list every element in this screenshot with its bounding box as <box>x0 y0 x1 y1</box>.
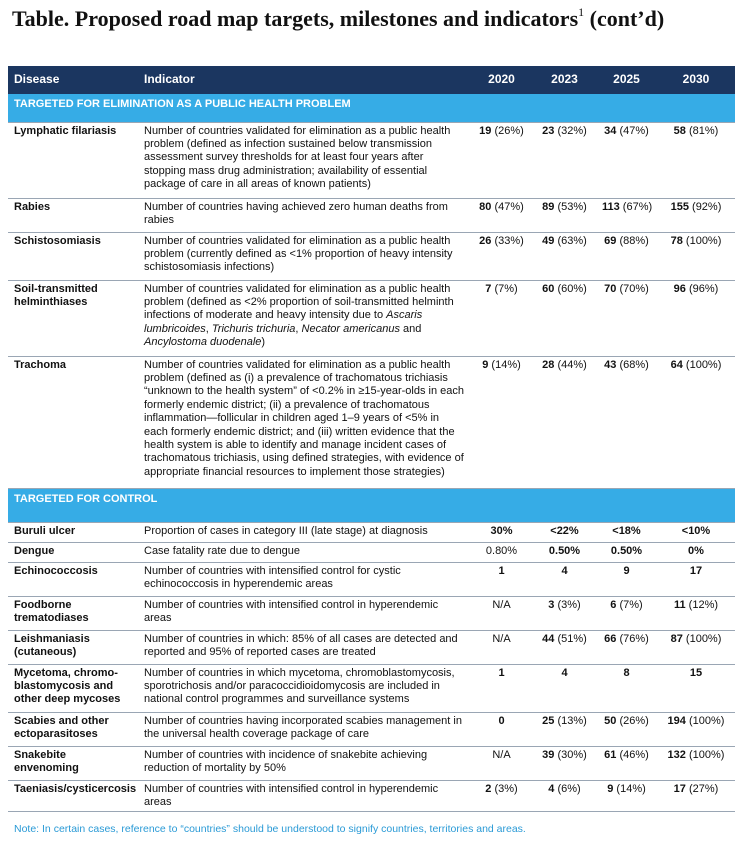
value-percent: (92%) <box>688 200 722 213</box>
value-count: 80 <box>479 200 492 213</box>
value-count: 89 <box>542 200 555 213</box>
road-map-table <box>8 66 735 812</box>
indicator-cell: Number of countries with incidence of snakebite achieving reduction of mortality by 50% <box>138 746 470 780</box>
value-cell <box>470 356 533 488</box>
table-row <box>8 630 735 664</box>
value-cell <box>470 746 533 780</box>
value-count: 4 <box>548 782 555 795</box>
value-count: 70 <box>604 282 617 295</box>
value-count: 17 <box>689 564 703 577</box>
value-count: <22% <box>550 524 579 537</box>
indicator-cell: Number of countries having achieved zero human deaths from rabies <box>138 198 470 232</box>
disease-cell: Buruli ulcer <box>8 522 138 542</box>
value-percent: (13%) <box>554 714 587 727</box>
table-row <box>8 280 735 356</box>
value-percent: N/A <box>492 632 511 645</box>
indicator-cell: Proportion of cases in category III (late stage) at diagnosis <box>138 522 470 542</box>
disease-cell: Schistosomiasis <box>8 232 138 280</box>
indicator-cell: Number of countries with intensified control in hyperendemic areas <box>138 780 470 812</box>
indicator-cell: Number of countries validated for elimination as a public health problem (defined as <2% proportion of soil-transmitted helminth infections of moderate and heavy intensity due to Ascaris lumbricoides, Trichuris trichuria, Necator americanus and Ancylostoma duodenale) <box>138 280 470 356</box>
value-percent: (30%) <box>554 748 587 761</box>
value-count: 0 <box>498 714 505 727</box>
disease-cell: Scabies and other ectoparasitoses <box>8 712 138 746</box>
section-row <box>8 94 735 122</box>
value-percent: (33%) <box>491 234 524 247</box>
value-cell <box>533 122 596 198</box>
value-percent: (88%) <box>616 234 649 247</box>
header-2025: 2025 <box>596 66 657 94</box>
value-cell <box>596 232 657 280</box>
disease-cell: Foodborne trematodiases <box>8 596 138 630</box>
value-cell <box>470 712 533 746</box>
value-cell <box>533 542 596 562</box>
value-count: 78 <box>670 234 683 247</box>
value-cell <box>596 780 657 812</box>
value-cell <box>470 780 533 812</box>
indicator-cell: Case fatality rate due to dengue <box>138 542 470 562</box>
value-cell <box>657 542 735 562</box>
value-cell <box>470 198 533 232</box>
value-cell <box>533 562 596 596</box>
value-percent: (51%) <box>554 632 587 645</box>
value-cell <box>657 712 735 746</box>
value-count: 43 <box>604 358 617 371</box>
value-cell <box>596 664 657 712</box>
value-count: 113 <box>602 200 620 213</box>
table-row <box>8 664 735 712</box>
disease-cell: Mycetoma, chromo-blastomycosis and other deep mycoses <box>8 664 138 712</box>
value-count: 15 <box>689 666 703 679</box>
value-count: <10% <box>681 524 711 537</box>
value-cell <box>533 746 596 780</box>
header-disease: Disease <box>8 66 138 94</box>
value-count: 6 <box>610 598 617 611</box>
value-count: 4 <box>561 564 568 577</box>
header-2020: 2020 <box>470 66 533 94</box>
value-percent: (7%) <box>491 282 518 295</box>
header-indicator: Indicator <box>138 66 470 94</box>
value-cell <box>596 746 657 780</box>
value-count: 44 <box>542 632 555 645</box>
value-cell <box>533 356 596 488</box>
value-cell <box>470 280 533 356</box>
table-row <box>8 522 735 542</box>
value-percent: (27%) <box>685 782 719 795</box>
value-percent: (67%) <box>619 200 653 213</box>
value-count: 194 <box>667 714 686 727</box>
value-percent: (44%) <box>554 358 587 371</box>
value-percent: (100%) <box>685 748 725 761</box>
value-count: 19 <box>479 124 492 137</box>
value-cell <box>533 198 596 232</box>
value-cell <box>596 596 657 630</box>
value-count: 28 <box>542 358 555 371</box>
section-row <box>8 488 735 522</box>
value-count: 69 <box>604 234 617 247</box>
disease-cell: Leishmaniasis (cutaneous) <box>8 630 138 664</box>
value-cell <box>596 712 657 746</box>
value-count: 17 <box>673 782 686 795</box>
value-cell <box>596 280 657 356</box>
value-percent: (81%) <box>685 124 719 137</box>
value-percent: (63%) <box>554 234 587 247</box>
value-cell <box>657 780 735 812</box>
indicator-cell: Number of countries validated for elimination as a public health problem (defined as (i) a prevalence of trachomatous trichiasis “unknown to the health system” of <0.2% in ≥15-year-olds in each formerly endemic district; (ii) a prevalence of trachomatous inflammation—follicular in children aged 1–9 years of <5% in each formerly endemic district; and (iii) written evidence that the health system is able to identify and manage incident cases of trachomatous trichiasis, using defined strategies, with evidence of appropriate financial resources to implement those strategies) <box>138 356 470 488</box>
table-row <box>8 596 735 630</box>
value-count: 96 <box>673 282 686 295</box>
table-row <box>8 356 735 488</box>
value-percent: (60%) <box>554 282 587 295</box>
table-row <box>8 122 735 198</box>
value-count: 11 <box>673 598 686 611</box>
value-count: 61 <box>604 748 617 761</box>
indicator-cell: Number of countries with intensified control in hyperendemic areas <box>138 596 470 630</box>
value-cell <box>533 780 596 812</box>
value-percent: (100%) <box>685 714 725 727</box>
section-label: TARGETED FOR CONTROL <box>8 488 735 522</box>
value-cell <box>470 596 533 630</box>
value-cell <box>596 522 657 542</box>
value-cell <box>657 596 735 630</box>
value-percent: (14%) <box>613 782 646 795</box>
value-count: 87 <box>670 632 683 645</box>
value-cell <box>596 122 657 198</box>
value-cell <box>657 664 735 712</box>
value-cell <box>657 122 735 198</box>
value-percent: (100%) <box>682 632 722 645</box>
table-row <box>8 542 735 562</box>
value-percent: (3%) <box>554 598 581 611</box>
value-percent: (46%) <box>616 748 649 761</box>
header-2030: 2030 <box>657 66 735 94</box>
table-row <box>8 562 735 596</box>
value-percent: (26%) <box>491 124 524 137</box>
value-cell <box>596 356 657 488</box>
indicator-cell: Number of countries validated for elimination as a public health problem (currently defined as <1% proportion of heavy intensity schistosomiasis infections) <box>138 232 470 280</box>
value-cell <box>657 198 735 232</box>
value-percent: (96%) <box>685 282 719 295</box>
indicator-cell: Number of countries in which: 85% of all cases are detected and reported and 95% of reported cases are treated <box>138 630 470 664</box>
indicator-cell: Number of countries validated for elimination as a public health problem (defined as infection sustained below transmission assessment survey thresholds for at least four years after stopping mass drug administration; availability of essential package of care in all areas of known patients) <box>138 122 470 198</box>
disease-cell: Rabies <box>8 198 138 232</box>
section-label: TARGETED FOR ELIMINATION AS A PUBLIC HEALTH PROBLEM <box>8 94 735 122</box>
value-cell <box>533 596 596 630</box>
value-count: 0.50% <box>548 544 581 557</box>
value-cell <box>657 562 735 596</box>
value-percent: (7%) <box>616 598 643 611</box>
value-cell <box>533 712 596 746</box>
value-percent: (100%) <box>682 358 722 371</box>
header-row <box>8 66 735 94</box>
disease-cell: Snakebite envenoming <box>8 746 138 780</box>
value-count: 132 <box>667 748 686 761</box>
table-note: Note: In certain cases, reference to “countries” should be understood to signify countries, territories and areas. <box>14 823 526 835</box>
value-percent: (53%) <box>554 200 587 213</box>
value-percent: (14%) <box>488 358 521 371</box>
value-cell <box>470 562 533 596</box>
value-cell <box>470 542 533 562</box>
value-count: 155 <box>670 200 689 213</box>
value-count: 64 <box>670 358 683 371</box>
value-count: 50 <box>604 714 617 727</box>
disease-cell: Taeniasis/cysticercosis <box>8 780 138 812</box>
value-count: 9 <box>482 358 489 371</box>
value-count: 66 <box>604 632 617 645</box>
value-percent: (47%) <box>491 200 524 213</box>
value-count: 30% <box>490 524 513 537</box>
value-count: <18% <box>612 524 641 537</box>
value-cell <box>657 232 735 280</box>
value-cell <box>470 232 533 280</box>
value-cell <box>470 122 533 198</box>
value-count: 49 <box>542 234 555 247</box>
table-row <box>8 746 735 780</box>
value-cell <box>657 746 735 780</box>
disease-cell: Trachoma <box>8 356 138 488</box>
value-cell <box>657 356 735 488</box>
value-percent: (70%) <box>616 282 649 295</box>
table-title: Table. Proposed road map targets, milestones and indicators$^1$ (cont’d) <box>12 4 665 31</box>
value-count: 0% <box>688 544 704 557</box>
value-cell <box>657 630 735 664</box>
value-count: 0.50% <box>610 544 643 557</box>
table-row <box>8 198 735 232</box>
value-count: 25 <box>542 714 555 727</box>
value-count: 3 <box>548 598 555 611</box>
disease-cell: Dengue <box>8 542 138 562</box>
value-count: 39 <box>542 748 555 761</box>
table-row <box>8 780 735 812</box>
value-percent: (47%) <box>616 124 649 137</box>
value-percent: (76%) <box>616 632 649 645</box>
disease-cell: Soil-transmitted helminthiases <box>8 280 138 356</box>
value-count: 1 <box>498 564 505 577</box>
value-count: 58 <box>673 124 686 137</box>
disease-cell: Lymphatic filariasis <box>8 122 138 198</box>
value-count: 2 <box>485 782 492 795</box>
value-count: 23 <box>542 124 555 137</box>
value-count: 4 <box>561 666 568 679</box>
table-row <box>8 712 735 746</box>
value-percent: (6%) <box>554 782 581 795</box>
indicator-cell: Number of countries having incorporated scabies management in the universal health coverage package of care <box>138 712 470 746</box>
value-count: 7 <box>485 282 492 295</box>
value-count: 8 <box>623 666 630 679</box>
value-cell <box>470 522 533 542</box>
value-percent: N/A <box>492 748 511 761</box>
value-cell <box>596 562 657 596</box>
disease-cell: Echinococcosis <box>8 562 138 596</box>
value-percent: (3%) <box>491 782 518 795</box>
value-percent: (26%) <box>616 714 649 727</box>
value-cell <box>533 280 596 356</box>
value-cell <box>533 630 596 664</box>
value-cell <box>657 280 735 356</box>
value-count: 9 <box>623 564 630 577</box>
table-body <box>8 94 735 812</box>
indicator-cell: Number of countries in which mycetoma, chromoblastomycosis, sporotrichosis and/or paracoccidioidomycosis are included in national control programmes and surveillance systems <box>138 664 470 712</box>
value-count: 60 <box>542 282 555 295</box>
value-percent: (12%) <box>685 598 719 611</box>
value-percent: (68%) <box>616 358 649 371</box>
value-percent: (32%) <box>554 124 587 137</box>
value-cell <box>533 232 596 280</box>
value-cell <box>596 198 657 232</box>
value-cell <box>596 630 657 664</box>
value-count: 1 <box>498 666 505 679</box>
value-cell <box>533 664 596 712</box>
value-cell <box>470 630 533 664</box>
value-cell <box>533 522 596 542</box>
table-row <box>8 232 735 280</box>
value-percent: N/A <box>492 598 511 611</box>
value-cell <box>596 542 657 562</box>
value-percent: (100%) <box>682 234 722 247</box>
header-2023: 2023 <box>533 66 596 94</box>
value-count: 34 <box>604 124 617 137</box>
value-count: 9 <box>607 782 614 795</box>
value-cell <box>470 664 533 712</box>
value-cell <box>657 522 735 542</box>
value-count: 26 <box>479 234 492 247</box>
indicator-cell: Number of countries with intensified control for cystic echinococcosis in hyperendemic areas <box>138 562 470 596</box>
value-percent: 0.80% <box>485 544 518 557</box>
